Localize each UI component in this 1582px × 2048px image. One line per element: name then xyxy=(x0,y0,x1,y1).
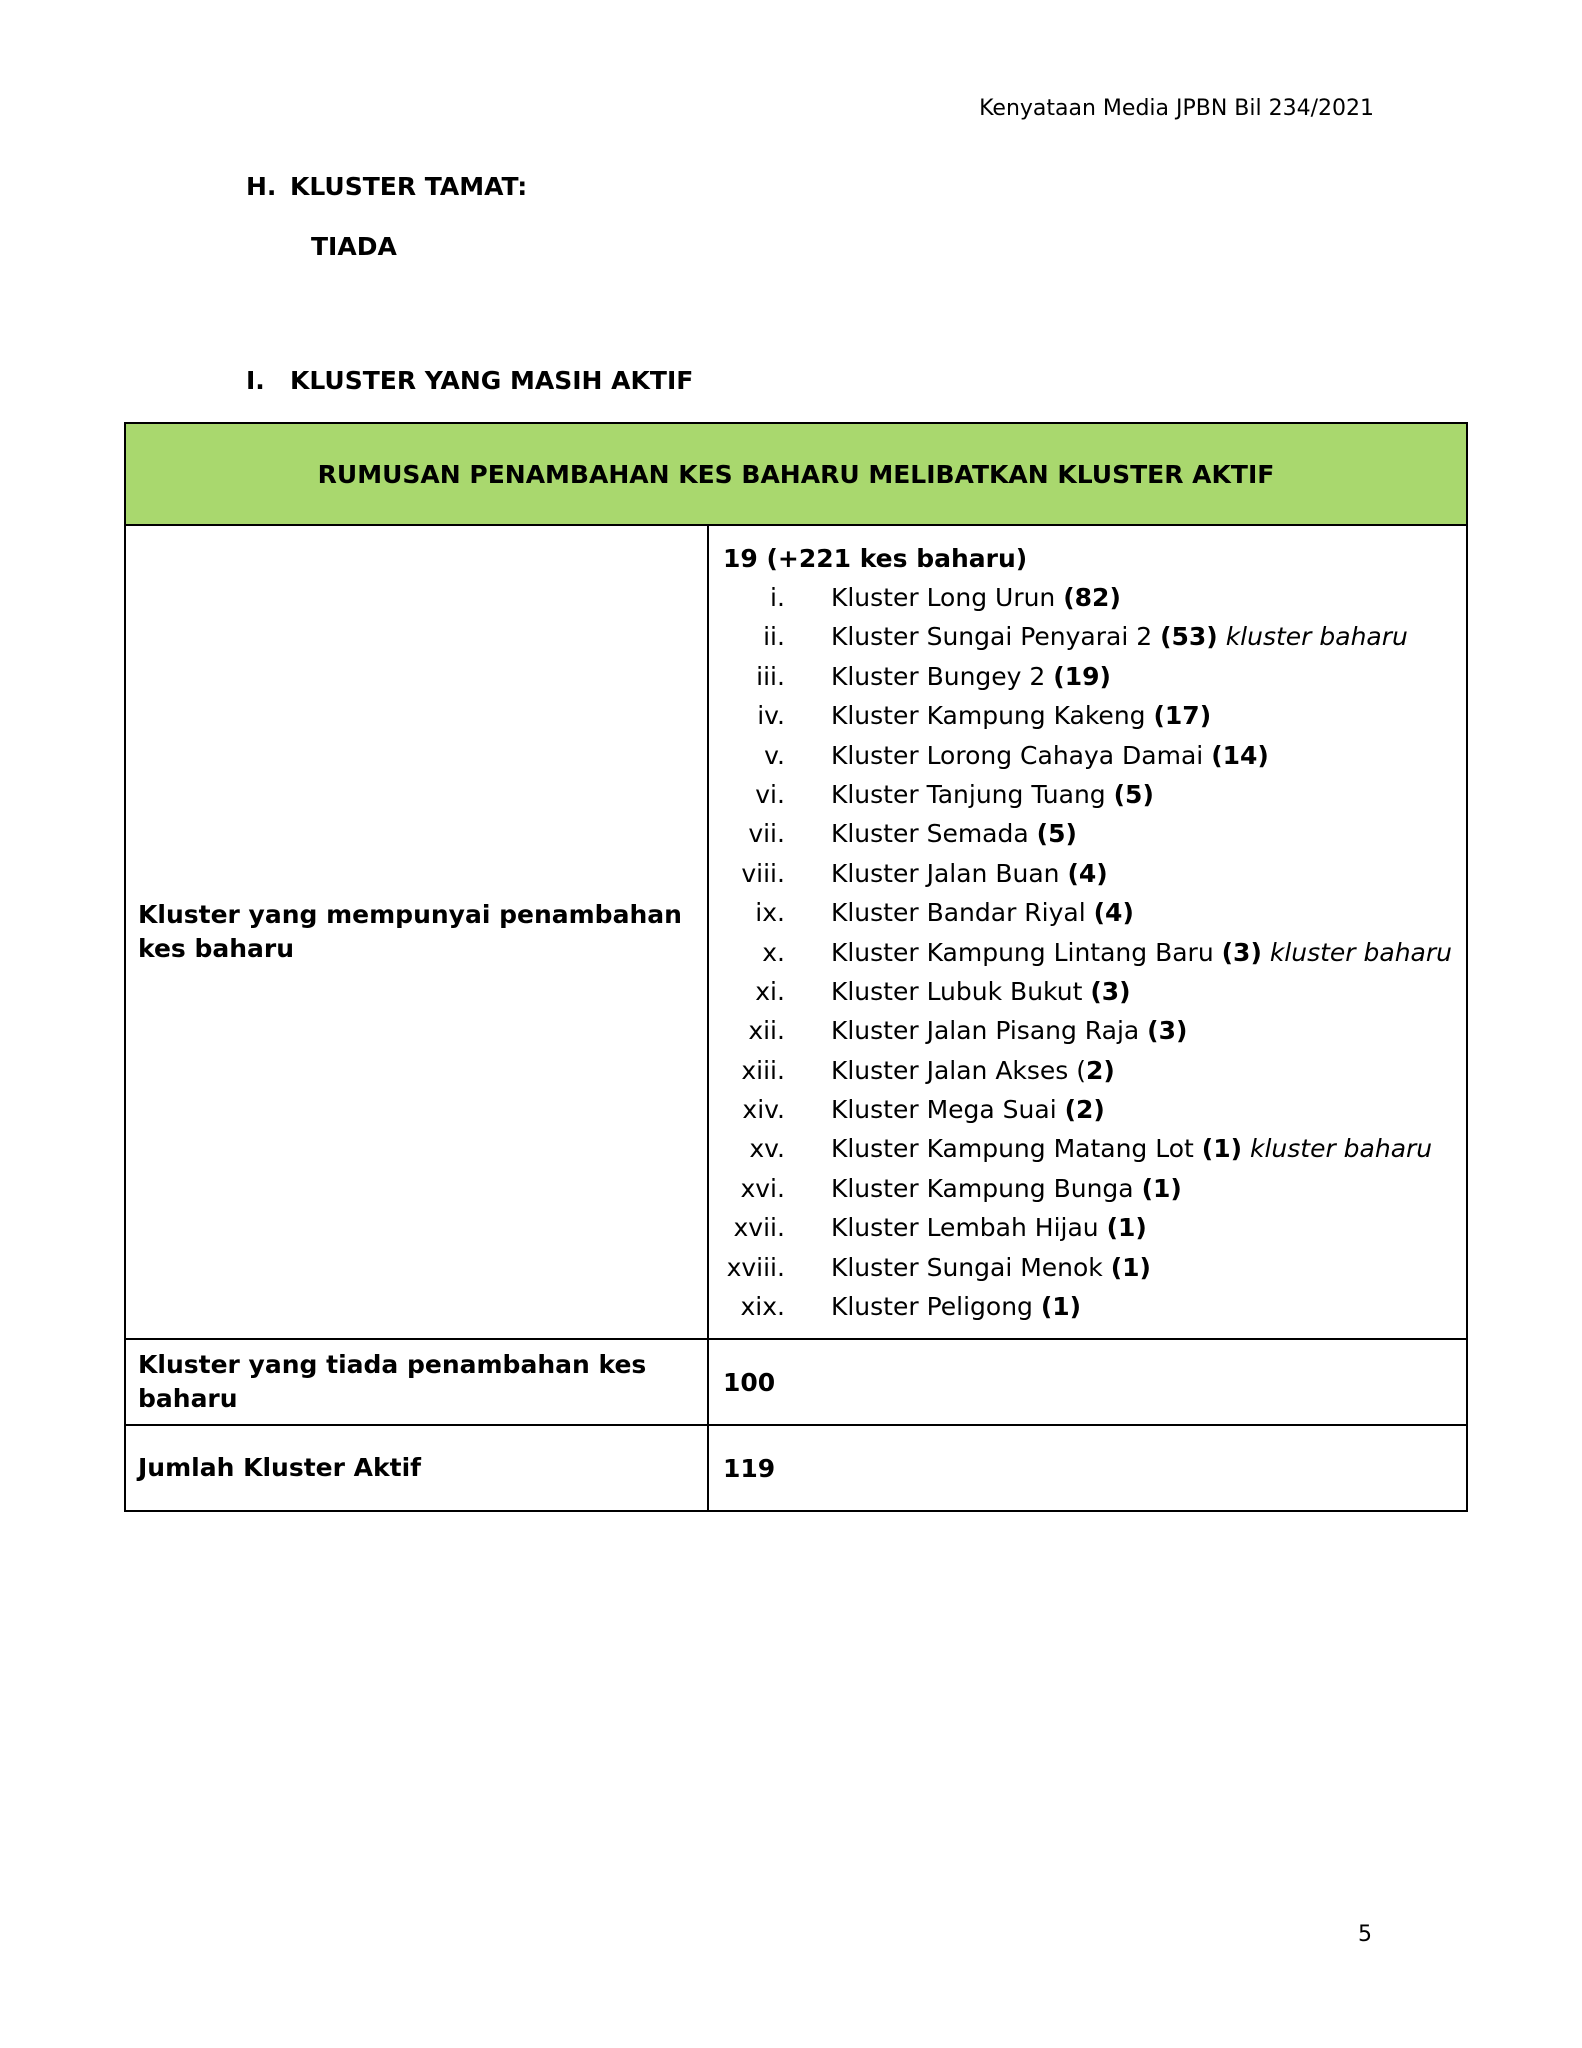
active-cluster-summary-table xyxy=(124,422,1468,1512)
list-item xyxy=(723,617,1452,656)
cluster-name: Kluster Jalan Buan xyxy=(830,858,1068,888)
list-item xyxy=(723,578,1452,617)
cluster-case-count: (5) xyxy=(1036,819,1077,849)
list-item-numeral: v. xyxy=(764,740,785,770)
cluster-name: Kluster Kampung Matang Lot xyxy=(830,1134,1202,1164)
cluster-name: Kluster Lubuk Bukut xyxy=(830,976,1091,1006)
section-h-content: TIADA xyxy=(311,232,397,261)
cluster-name: Kluster Bungey 2 xyxy=(830,661,1054,691)
cluster-case-count: (17) xyxy=(1153,701,1212,731)
list-item xyxy=(723,972,1452,1011)
cluster-name: Kluster Long Urun xyxy=(830,583,1064,612)
list-item-numeral: xiii. xyxy=(741,1055,785,1085)
list-item xyxy=(723,1208,1452,1247)
table-row-new-cases xyxy=(125,525,1467,1339)
cluster-case-count: (4) xyxy=(1093,898,1134,928)
list-item-text xyxy=(785,657,1111,696)
new-cluster-tag: kluster baharu xyxy=(1217,622,1408,652)
cluster-name: Kluster Bandar Riyal xyxy=(830,898,1094,928)
list-item-numeral: iii. xyxy=(756,661,785,691)
list-item xyxy=(723,1248,1452,1287)
total-value: 119 xyxy=(708,1425,1467,1511)
cluster-case-count: (1) xyxy=(1040,1292,1082,1322)
list-item-text xyxy=(785,893,1134,932)
list-item xyxy=(723,775,1452,814)
cluster-case-count: (1) xyxy=(1110,1252,1151,1282)
cluster-name: Kluster Jalan Pisang Raja xyxy=(830,1016,1148,1046)
list-item xyxy=(723,1011,1452,1050)
cluster-name: Kluster Kampung Kakeng xyxy=(830,701,1154,731)
list-item-text xyxy=(785,933,1452,972)
list-item-text xyxy=(785,736,1269,775)
cluster-case-count: (53) xyxy=(1160,622,1218,652)
cluster-name: Kluster Jalan Akses ( xyxy=(830,1055,1087,1085)
new-cluster-tag: kluster baharu xyxy=(1261,937,1452,967)
no-new-cases-value: 100 xyxy=(708,1339,1467,1425)
new-cases-value xyxy=(708,525,1467,1339)
section-h-letter: H. xyxy=(246,172,277,201)
cluster-name: Kluster Sungai Menok xyxy=(830,1252,1111,1282)
list-item-text xyxy=(785,854,1108,893)
list-item-text xyxy=(785,696,1211,735)
list-item-text xyxy=(785,972,1131,1011)
cluster-case-count: (3) xyxy=(1221,937,1262,967)
cluster-case-count: (1) xyxy=(1201,1134,1243,1164)
cluster-name: Kluster Kampung Bunga xyxy=(830,1173,1142,1203)
new-cluster-tag: kluster baharu xyxy=(1242,1134,1433,1164)
list-item xyxy=(723,893,1452,932)
cluster-name: Kluster Peligong xyxy=(830,1292,1041,1322)
list-item-numeral: ii. xyxy=(763,622,785,652)
list-item xyxy=(723,657,1452,696)
list-item-text xyxy=(785,617,1408,656)
cluster-name: Kluster Kampung Lintang Baru xyxy=(830,937,1222,967)
cluster-case-count: (2) xyxy=(1064,1095,1105,1125)
no-new-cases-label: Kluster yang tiada penambahan kes baharu xyxy=(125,1339,708,1425)
list-item xyxy=(723,1169,1452,1208)
cluster-name: Kluster Lembah Hijau xyxy=(830,1213,1107,1243)
total-label: Jumlah Kluster Aktif xyxy=(125,1425,708,1511)
list-item-numeral: vii. xyxy=(748,819,785,849)
list-item-numeral: x. xyxy=(762,937,785,967)
list-item xyxy=(723,696,1452,735)
list-item xyxy=(723,1090,1452,1129)
list-item-text xyxy=(785,775,1154,814)
list-item-numeral: xii. xyxy=(748,1016,785,1046)
cluster-list xyxy=(723,578,1452,1326)
list-item-numeral: xv. xyxy=(749,1134,785,1164)
list-item-text xyxy=(785,1129,1432,1168)
section-i-title: KLUSTER YANG MASIH AKTIF xyxy=(290,366,694,395)
list-item-numeral: xiv. xyxy=(742,1095,785,1125)
list-item xyxy=(723,814,1452,853)
cluster-case-count: (5) xyxy=(1113,779,1154,809)
list-item-numeral: xix. xyxy=(740,1292,785,1322)
list-item xyxy=(723,736,1452,775)
cluster-case-count: (82) xyxy=(1063,583,1121,612)
list-item-numeral: i. xyxy=(770,583,785,612)
list-item-numeral: xvi. xyxy=(740,1173,785,1203)
cluster-case-count: (14) xyxy=(1211,740,1269,770)
page-number: 5 xyxy=(1358,1922,1372,1947)
list-item-text xyxy=(785,1051,1115,1090)
new-cases-label: Kluster yang mempunyai penambahan kes baharu xyxy=(125,525,708,1339)
section-h-title: KLUSTER TAMAT: xyxy=(290,172,528,201)
list-item-numeral: iv. xyxy=(757,701,785,731)
list-item-numeral: vi. xyxy=(755,779,785,809)
list-item-text xyxy=(785,578,1121,617)
list-item xyxy=(723,933,1452,972)
list-item-text xyxy=(785,1011,1187,1050)
list-item-text xyxy=(785,1208,1147,1247)
table-row-no-new-cases xyxy=(125,1339,1467,1425)
list-item-text xyxy=(785,1169,1182,1208)
list-item-text xyxy=(785,1090,1105,1129)
list-item-text xyxy=(785,1248,1151,1287)
new-cases-summary: 19 (+221 kes baharu) xyxy=(722,544,1028,573)
list-item xyxy=(723,1287,1452,1326)
list-item-text xyxy=(785,814,1077,853)
list-item xyxy=(723,1051,1452,1090)
cluster-case-count: (1) xyxy=(1141,1173,1182,1203)
list-item-numeral: viii. xyxy=(741,858,785,888)
list-item xyxy=(723,854,1452,893)
list-item-numeral: xi. xyxy=(755,976,785,1006)
section-i-letter: I. xyxy=(246,366,265,395)
cluster-name: Kluster Semada xyxy=(830,819,1037,849)
list-item-numeral: xviii. xyxy=(726,1252,785,1282)
section-h-heading xyxy=(246,172,527,201)
table-row-total xyxy=(125,1425,1467,1511)
cluster-case-count: (3) xyxy=(1090,976,1131,1006)
table-heading-row xyxy=(125,423,1467,525)
cluster-case-count: 2) xyxy=(1086,1055,1115,1085)
list-item-numeral: xvii. xyxy=(733,1213,785,1243)
list-item xyxy=(723,1129,1452,1168)
cluster-case-count: (1) xyxy=(1106,1213,1147,1243)
cluster-case-count: (3) xyxy=(1147,1016,1188,1046)
cluster-name: Kluster Mega Suai xyxy=(830,1095,1065,1125)
cluster-case-count: (19) xyxy=(1053,661,1111,691)
list-item-numeral: ix. xyxy=(755,898,785,928)
cluster-name: Kluster Tanjung Tuang xyxy=(830,779,1114,809)
table-heading: RUMUSAN PENAMBAHAN KES BAHARU MELIBATKAN KLUSTER AKTIF xyxy=(125,423,1467,525)
section-i-heading xyxy=(246,366,693,395)
cluster-case-count: (4) xyxy=(1067,858,1108,888)
list-item-text xyxy=(785,1287,1081,1326)
cluster-name: Kluster Lorong Cahaya Damai xyxy=(830,740,1212,770)
document-reference: Kenyataan Media JPBN Bil 234/2021 xyxy=(979,96,1374,121)
cluster-name: Kluster Sungai Penyarai 2 xyxy=(830,622,1161,652)
